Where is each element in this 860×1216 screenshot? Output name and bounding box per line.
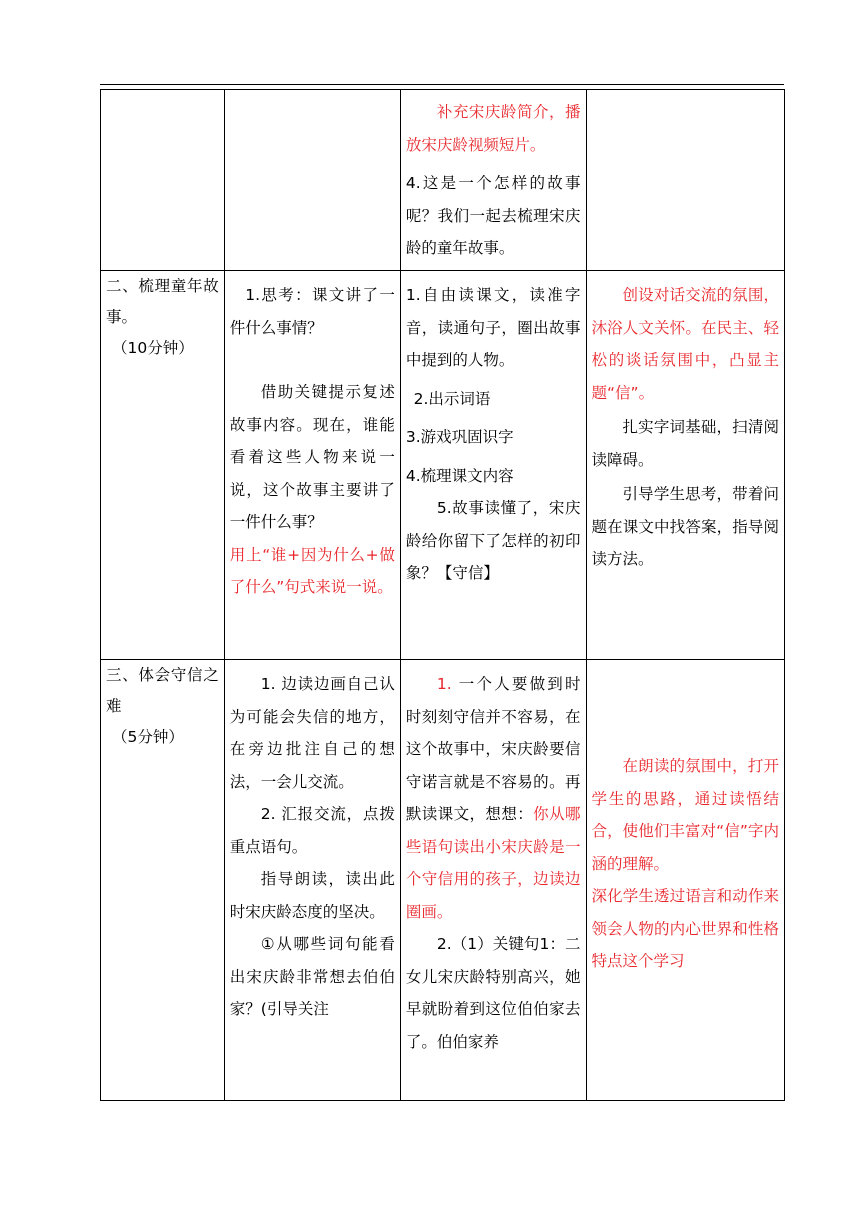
lesson-plan-table xyxy=(100,89,785,1101)
teacher-step-4: ①从哪些词句能看出宋庆龄非常想去伯伯家？(引导关注 xyxy=(229,935,395,1018)
stage-time: （5分钟） xyxy=(112,728,184,746)
header-rule xyxy=(100,84,784,85)
stage-title: 二、梳理童年故事。 xyxy=(106,277,219,326)
student-step-1 xyxy=(406,668,581,928)
teacher-step-3: 用上“谁+因为什么+做了什么”句式来说一说。 xyxy=(229,545,395,596)
teacher-step-2: 2. 汇报交流，点拨重点语句。 xyxy=(229,805,395,856)
teacher-activity-cell xyxy=(224,271,400,660)
step-highlight: 你从哪些语句读出小宋庆龄是一个守信用的孩子，边读边圈画。 xyxy=(405,805,581,921)
stage-cell xyxy=(101,90,225,271)
design-intent-cell xyxy=(586,660,784,1101)
step-number: 1. xyxy=(436,675,452,693)
intent-text-2: 深化学生透过语言和动作来领会人物的内心世界和性格特点这个学习 xyxy=(591,887,779,970)
video-intro-text: 补充宋庆龄简介，播放宋庆龄视频短片。 xyxy=(405,103,581,154)
intent-text-1: 在朗读的氛围中，打开学生的思路，通过读悟结合，使他们丰富对“信”字内涵的理解。 xyxy=(591,757,779,873)
stage-cell xyxy=(101,660,225,1101)
student-activity-cell xyxy=(400,90,586,271)
teacher-activity-cell xyxy=(224,660,400,1101)
teacher-step-1: 1. 边读边画自己认为可能会失信的地方，在旁边批注自己的想法，一会儿交流。 xyxy=(229,675,395,791)
student-step-2: 2.（1）关键句1：二女儿宋庆龄特别高兴，她早就盼着到这位伯伯家去了。伯伯家养 xyxy=(405,935,581,1051)
student-activity-cell xyxy=(400,660,586,1101)
intent-text-1: 创设对话交流的氛围，沐浴人文关怀。在民主、轻松的谈话氛围中，凸显主题“信”。 xyxy=(591,286,779,402)
student-step-2: 2.出示词语 xyxy=(413,389,491,408)
table-row xyxy=(101,90,785,271)
step-text: 一个人要做到时时刻刻守信并不容易，在这个故事中，宋庆龄要信守诺言就是不容易的。再默读课文，想想： xyxy=(405,675,581,823)
design-intent-cell xyxy=(586,90,784,271)
design-intent-cell xyxy=(586,271,784,660)
student-step-3: 3.游戏巩固识字 xyxy=(405,428,514,446)
student-step-4: 4.梳理课文内容 xyxy=(405,466,514,485)
story-question-text: 4.这是一个怎样的故事呢？我们一起去梳理宋庆龄的童年故事。 xyxy=(405,174,581,257)
teacher-step-1: 1.思考：课文讲了一件什么事情？ xyxy=(229,286,395,337)
stage-title: 三、体会守信之难 xyxy=(106,666,219,715)
table-row xyxy=(101,271,785,660)
teacher-activity-cell xyxy=(224,90,400,271)
stage-time: （10分钟） xyxy=(112,339,194,357)
table-row xyxy=(101,660,785,1101)
teacher-step-2: 借助关键提示复述故事内容。现在，谁能看着这些人物来说一说，这个故事主要讲了一件什么事？ xyxy=(229,383,395,531)
intent-text-3: 引导学生思考，带着问题在课文中找答案，指导阅读方法。 xyxy=(591,485,779,568)
student-activity-cell xyxy=(400,271,586,660)
teacher-step-3: 指导朗读，读出此时宋庆龄态度的坚决。 xyxy=(229,870,395,921)
student-step-5: 5.故事读懂了，宋庆龄给你留下了怎样的初印象？【守信】 xyxy=(405,499,581,582)
student-step-1: 1.自由读课文，读准字音，读通句子，圈出故事中提到的人物。 xyxy=(405,286,581,369)
intent-text-2: 扎实字词基础，扫清阅读障碍。 xyxy=(591,418,779,469)
stage-cell xyxy=(101,271,225,660)
